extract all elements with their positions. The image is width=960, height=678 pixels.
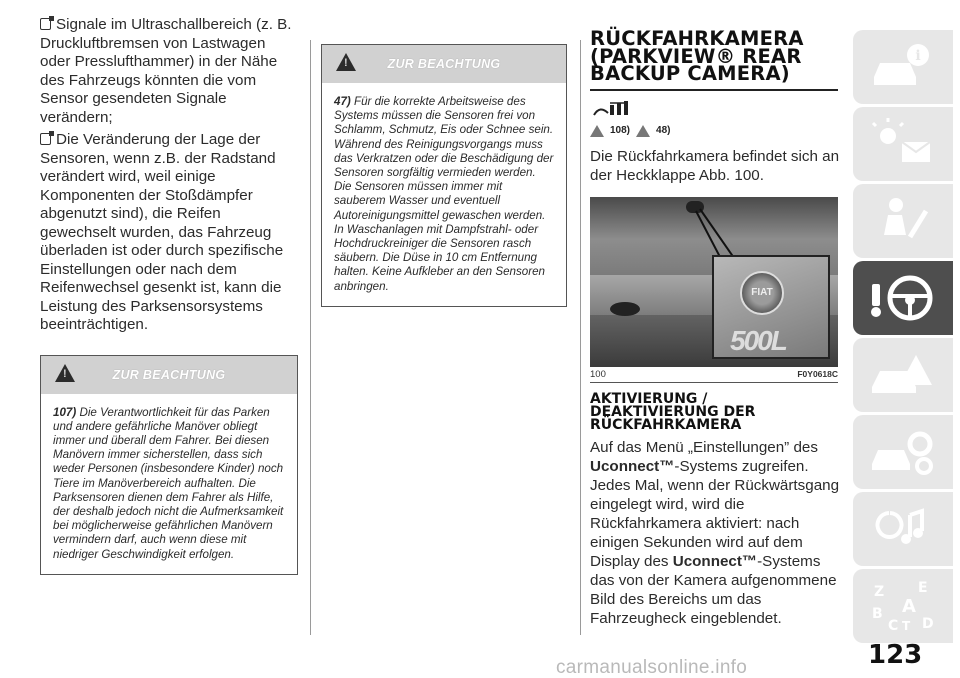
tab-multimedia[interactable] xyxy=(853,492,953,566)
bullet-box-icon xyxy=(40,18,51,30)
warning-number: 47) xyxy=(334,95,351,108)
bullet-text: Signale im Ultraschallbereich (z. B. Druckluftbremsen von Lastwagen oder Presslufthammer) in der Nähe des Fahrzeugs könnten die vom Sensor gesendeten Signale verändern; xyxy=(40,16,292,126)
fiat-emblem xyxy=(740,271,784,315)
car-info-icon xyxy=(866,39,940,95)
watermark: carmanualsonline.info xyxy=(556,657,748,678)
intro-paragraph: Die Rückfahrkamera befindet sich an der Heckklappe Abb. 100. xyxy=(590,147,840,184)
camera-feature-icon xyxy=(590,99,640,121)
steering-wheel-key-icon xyxy=(866,270,940,326)
brand-name: Uconnect™ xyxy=(590,457,675,475)
bullet-text: Die Veränderung der Lage der Sensoren, wenn z.B. der Radstand verändert wird, weil einige Komponenten der Stoßdämpfer abgenutzt sind), die Reifen gewechselt wurden, das Fahrzeug überladen ist oder durch spezifische Einstellungen oder nach dem Reifenwechsel gesenkt ist, kann die Leistung des Parksensorsystems beeinträchtigen. xyxy=(40,131,284,333)
subheading-line: RÜCKFAHRKAMERA xyxy=(590,416,742,433)
subsection-heading xyxy=(590,390,842,433)
tab-warning-lights[interactable] xyxy=(853,107,953,181)
warning-body xyxy=(41,394,297,574)
warning-text: Für die korrekte Arbeitsweise des Systems müssen die Sensoren frei von Schlamm, Schmutz, Eis oder Schnee sein. Während des Reinigungsvorgangs muss das Verkratzen oder die Beschädigung der Sensoren sorgfältig vermieden werden. Die Sensoren müssen immer mit sauberem Wasser und eventuell Autoreinigungsmittel gewaschen werden. In Waschanlagen mit Dampfstrahl- oder Hochdruckreiniger die Sensoren rasch säubern. Die Düse in 10 cm Entfernung halten. Keine Aufkleber an den Sensoren anbringen. xyxy=(334,95,554,293)
heading-line: RÜCKFAHRKAMERA xyxy=(590,27,804,50)
alphabet-index-icon xyxy=(866,578,940,634)
warning-number: 107) xyxy=(53,405,77,419)
text-part: Auf das Menü „Einstellungen” des xyxy=(590,438,818,456)
warning-body xyxy=(322,83,566,306)
reference-marks xyxy=(590,125,842,137)
brand-name: Uconnect™ xyxy=(672,552,758,570)
heading-line: (PARKVIEW® REAR xyxy=(590,44,802,68)
tab-emergency[interactable] xyxy=(853,338,953,412)
rear-camera-photo xyxy=(590,197,838,367)
text-part: -Systems das von der Kamera aufgenommene Bild des Bereichs um das Fahrzeugheck eingeblendet. xyxy=(590,552,837,627)
model-badge: 500L xyxy=(730,324,786,356)
page-number: 123 xyxy=(868,640,923,670)
text-part: -Systems zugreifen. Jedes Mal, wenn der Rückwärtsgang eingelegt wird, wird die Rückfahrkamera aktiviert: nach einigen Sekunden wird auf dem Display des xyxy=(590,457,840,570)
bullet-item xyxy=(40,131,298,335)
warning-box xyxy=(40,355,298,575)
warning-header xyxy=(41,356,297,394)
heading-rule xyxy=(590,89,838,91)
breakdown-triangle-icon xyxy=(866,347,940,403)
index-letter: D xyxy=(922,616,934,632)
multimedia-icon xyxy=(866,501,940,557)
warning-title: ZUR BEACHTUNG xyxy=(387,57,501,71)
right-column xyxy=(590,27,842,628)
column-divider xyxy=(580,40,581,635)
index-letter: E xyxy=(918,580,928,596)
index-letter: B xyxy=(872,606,883,622)
index-letter: C xyxy=(888,618,899,634)
index-letter: T xyxy=(902,619,911,633)
section-heading xyxy=(590,27,842,85)
car-gears-icon xyxy=(866,424,940,480)
warning-header xyxy=(322,45,566,83)
tab-driving[interactable] xyxy=(853,261,953,335)
bullet-box-icon xyxy=(40,133,51,145)
reference-number: 48) xyxy=(656,125,671,136)
subheading-line: AKTIVIERUNG / xyxy=(590,390,708,407)
svg-text:i: i xyxy=(915,48,921,64)
left-column xyxy=(40,16,298,575)
airbag-seat-icon xyxy=(866,193,940,249)
bullet-item xyxy=(40,16,298,127)
figure-number: 100 xyxy=(590,368,606,380)
heading-line: BACKUP CAMERA) xyxy=(590,62,790,85)
warning-triangle-icon xyxy=(590,125,604,137)
tab-maintenance[interactable] xyxy=(853,415,953,489)
middle-column xyxy=(321,44,567,307)
figure-code: F0Y0618C xyxy=(797,368,838,379)
warning-text: Die Verantwortlichkeit für das Parken und andere gefährliche Manöver obliegt immer und überall dem Fahrer. Bei diesen Manövern immer sicherstellen, dass sich weder Personen (insbesondere Kinder) noch Tiere im Manöverbereich aufhalten. Die Parksensoren dienen dem Fahrer als Hilfe, der deshalb jedoch nicht die Aufmerksamkeit bei möglicherweise gefährlichen Manövern vermindern darf, auch wenn diese mit niedriger Geschwindigkeit erfolgen. xyxy=(53,405,284,561)
warning-triangle-icon xyxy=(336,53,356,71)
warning-lights-icon xyxy=(866,116,940,172)
activation-paragraph xyxy=(590,438,842,628)
subheading-line: DEAKTIVIERUNG DER xyxy=(590,403,756,420)
tab-safety[interactable] xyxy=(853,184,953,258)
chapter-tabs xyxy=(853,30,960,646)
feature-icons xyxy=(590,99,842,121)
tab-car-info[interactable] xyxy=(853,30,953,104)
figure-caption xyxy=(590,367,838,383)
reference-number: 108) xyxy=(610,125,631,136)
warning-box xyxy=(321,44,567,307)
caution-triangle-icon xyxy=(636,125,650,137)
index-letter: Z xyxy=(874,584,885,600)
warning-triangle-icon xyxy=(55,364,75,382)
index-letter: A xyxy=(902,596,916,617)
column-divider xyxy=(310,40,311,635)
emblem-text: FIAT xyxy=(751,286,773,298)
tab-index[interactable] xyxy=(853,569,953,643)
warning-title: ZUR BEACHTUNG xyxy=(112,367,226,382)
